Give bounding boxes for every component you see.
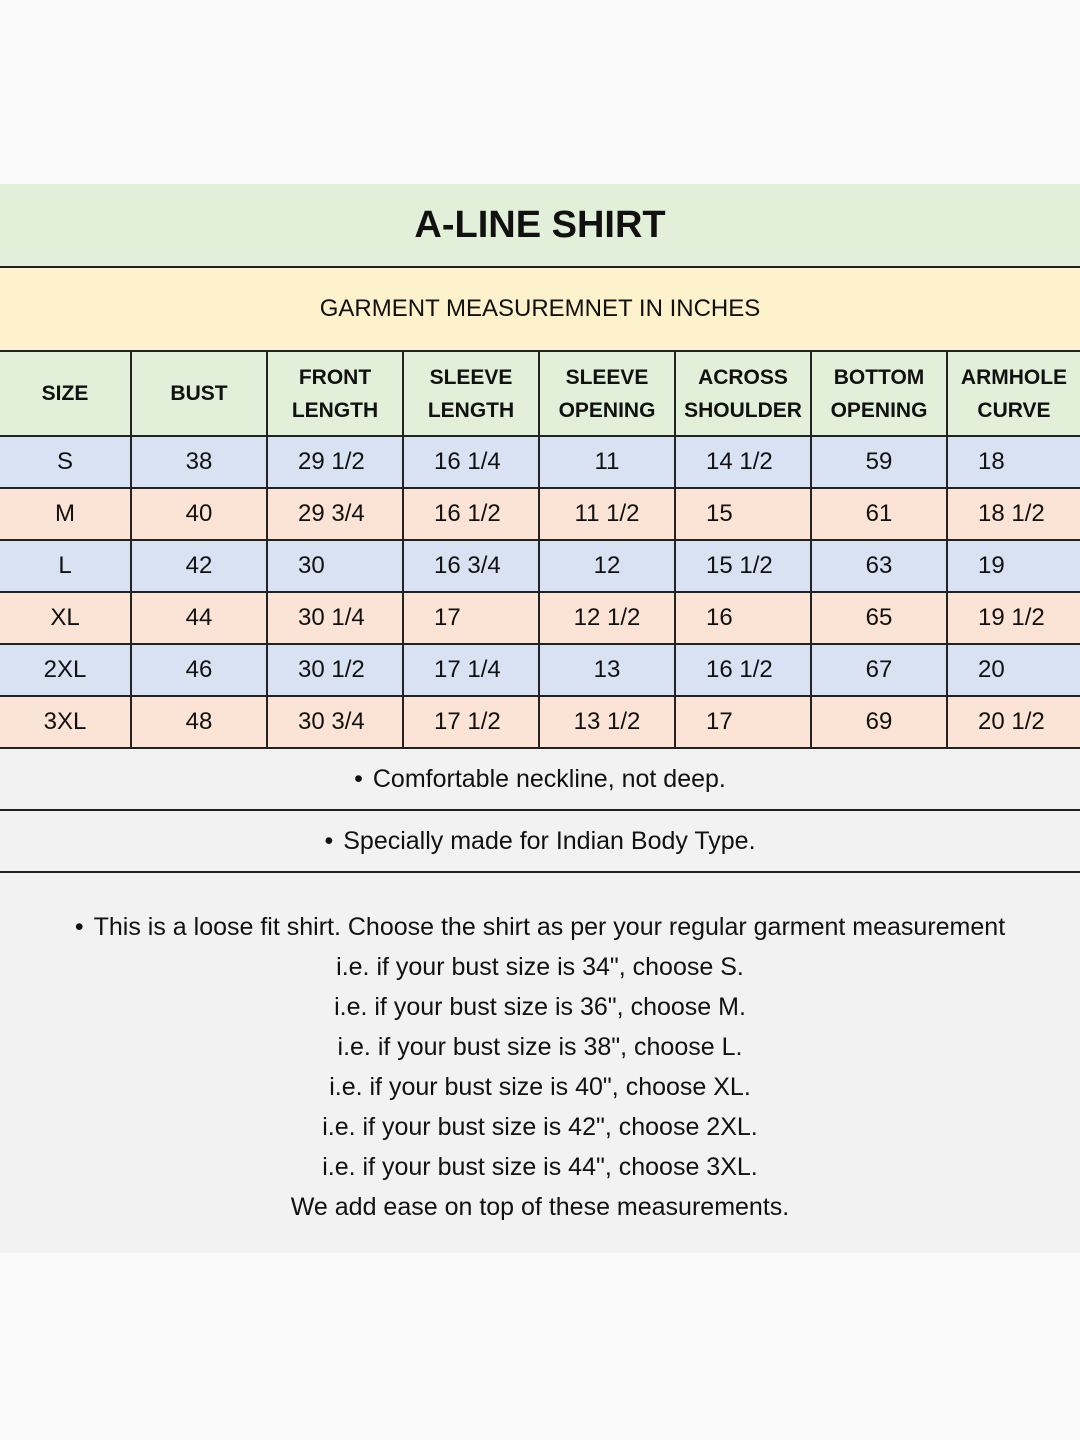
fit-guide-line: i.e. if your bust size is 34", choose S. — [336, 953, 744, 981]
table-cell: 17 1/2 — [403, 696, 539, 748]
table-cell: 16 1/2 — [403, 488, 539, 540]
column-header — [947, 352, 1080, 436]
table-cell: 30 1/4 — [267, 592, 403, 644]
fit-guide-line: i.e. if your bust size is 38", choose L. — [337, 1033, 743, 1061]
title-bar — [0, 184, 1080, 268]
table-cell: 20 1/2 — [947, 696, 1080, 748]
table-cell: 12 — [539, 540, 675, 592]
table-cell: 46 — [131, 644, 267, 696]
column-header — [131, 352, 267, 436]
measurement-table — [0, 352, 1080, 749]
table-cell: M — [0, 488, 131, 540]
table-row — [0, 540, 1080, 592]
table-cell: 17 — [403, 592, 539, 644]
column-header — [539, 352, 675, 436]
column-header-text: OPENING — [830, 398, 928, 422]
table-cell: 65 — [811, 592, 947, 644]
column-header-text: LENGTH — [291, 398, 379, 422]
fit-guide-line: i.e. if your bust size is 36", choose M. — [334, 993, 746, 1021]
fit-guide-line: i.e. if your bust size is 40", choose XL. — [329, 1073, 751, 1101]
column-header-text: OPENING — [558, 398, 656, 422]
table-row — [0, 488, 1080, 540]
table-cell: 18 1/2 — [947, 488, 1080, 540]
bullet-icon: • — [324, 826, 334, 855]
table-cell: 14 1/2 — [675, 436, 811, 488]
table-row — [0, 696, 1080, 748]
table-cell: 30 — [267, 540, 403, 592]
table-cell: 16 1/2 — [675, 644, 811, 696]
column-header-text: LENGTH — [427, 398, 515, 422]
column-header-text: FRONT — [298, 365, 372, 389]
fit-guide-intro — [0, 907, 1080, 947]
table-cell: 11 1/2 — [539, 488, 675, 540]
table-cell: L — [0, 540, 131, 592]
table-body — [0, 436, 1080, 748]
chart-subtitle: GARMENT MEASUREMNET IN INCHES — [319, 295, 761, 322]
bullet-icon: • — [354, 764, 363, 793]
table-row — [0, 436, 1080, 488]
note-body-type — [0, 811, 1080, 873]
table-cell: 67 — [811, 644, 947, 696]
chart-title: A-LINE SHIRT — [414, 203, 666, 246]
table-cell: 15 1/2 — [675, 540, 811, 592]
table-cell: 19 1/2 — [947, 592, 1080, 644]
table-cell: 11 — [539, 436, 675, 488]
table-cell: 59 — [811, 436, 947, 488]
table-cell: 69 — [811, 696, 947, 748]
table-header-row — [0, 352, 1080, 436]
table-cell: 44 — [131, 592, 267, 644]
column-header — [811, 352, 947, 436]
column-header-text: SHOULDER — [684, 398, 802, 422]
fit-guide-line: i.e. if your bust size is 42", choose 2XL. — [322, 1113, 758, 1141]
bullet-icon: • — [74, 913, 84, 941]
table-cell: 15 — [675, 488, 811, 540]
table-cell: 16 3/4 — [403, 540, 539, 592]
table-cell: 30 1/2 — [267, 644, 403, 696]
table-cell: 48 — [131, 696, 267, 748]
table-cell: S — [0, 436, 131, 488]
table-cell: 29 1/2 — [267, 436, 403, 488]
fit-guide — [0, 873, 1080, 1253]
table-cell: 38 — [131, 436, 267, 488]
column-header-text: CURVE — [977, 398, 1051, 422]
table-cell: 20 — [947, 644, 1080, 696]
subtitle-bar — [0, 268, 1080, 352]
column-header-text: BOTTOM — [833, 365, 925, 389]
table-row — [0, 592, 1080, 644]
table-cell: 16 — [675, 592, 811, 644]
note-neckline — [0, 749, 1080, 811]
column-header — [267, 352, 403, 436]
table-row — [0, 644, 1080, 696]
column-header-text: BUST — [170, 382, 228, 405]
size-chart — [0, 184, 1080, 1253]
fit-guide-intro-text: This is a loose fit shirt. Choose the shirt as per your regular garment measurement — [93, 913, 1006, 941]
table-cell: 63 — [811, 540, 947, 592]
table-cell: 18 — [947, 436, 1080, 488]
table-cell: 30 3/4 — [267, 696, 403, 748]
column-header-text: ARMHOLE — [960, 365, 1068, 389]
table-cell: 17 — [675, 696, 811, 748]
table-cell: 42 — [131, 540, 267, 592]
fit-guide-footer: We add ease on top of these measurements. — [290, 1193, 790, 1221]
table-cell: 16 1/4 — [403, 436, 539, 488]
table-cell: 17 1/4 — [403, 644, 539, 696]
table-cell: 61 — [811, 488, 947, 540]
table-cell: 13 — [539, 644, 675, 696]
table-cell: 13 1/2 — [539, 696, 675, 748]
note-text: Comfortable neckline, not deep. — [372, 764, 726, 793]
note-text: Specially made for Indian Body Type. — [343, 826, 756, 855]
column-header — [0, 352, 131, 436]
column-header-text: ACROSS — [698, 365, 788, 389]
fit-guide-line: i.e. if your bust size is 44", choose 3XL. — [322, 1153, 758, 1181]
column-header-text: SLEEVE — [429, 365, 513, 389]
column-header-text: SLEEVE — [565, 365, 649, 389]
column-header — [675, 352, 811, 436]
column-header — [403, 352, 539, 436]
table-cell: 2XL — [0, 644, 131, 696]
table-cell: 3XL — [0, 696, 131, 748]
table-cell: 40 — [131, 488, 267, 540]
table-cell: XL — [0, 592, 131, 644]
table-cell: 12 1/2 — [539, 592, 675, 644]
table-cell: 29 3/4 — [267, 488, 403, 540]
table-cell: 19 — [947, 540, 1080, 592]
column-header-text: SIZE — [41, 382, 89, 405]
